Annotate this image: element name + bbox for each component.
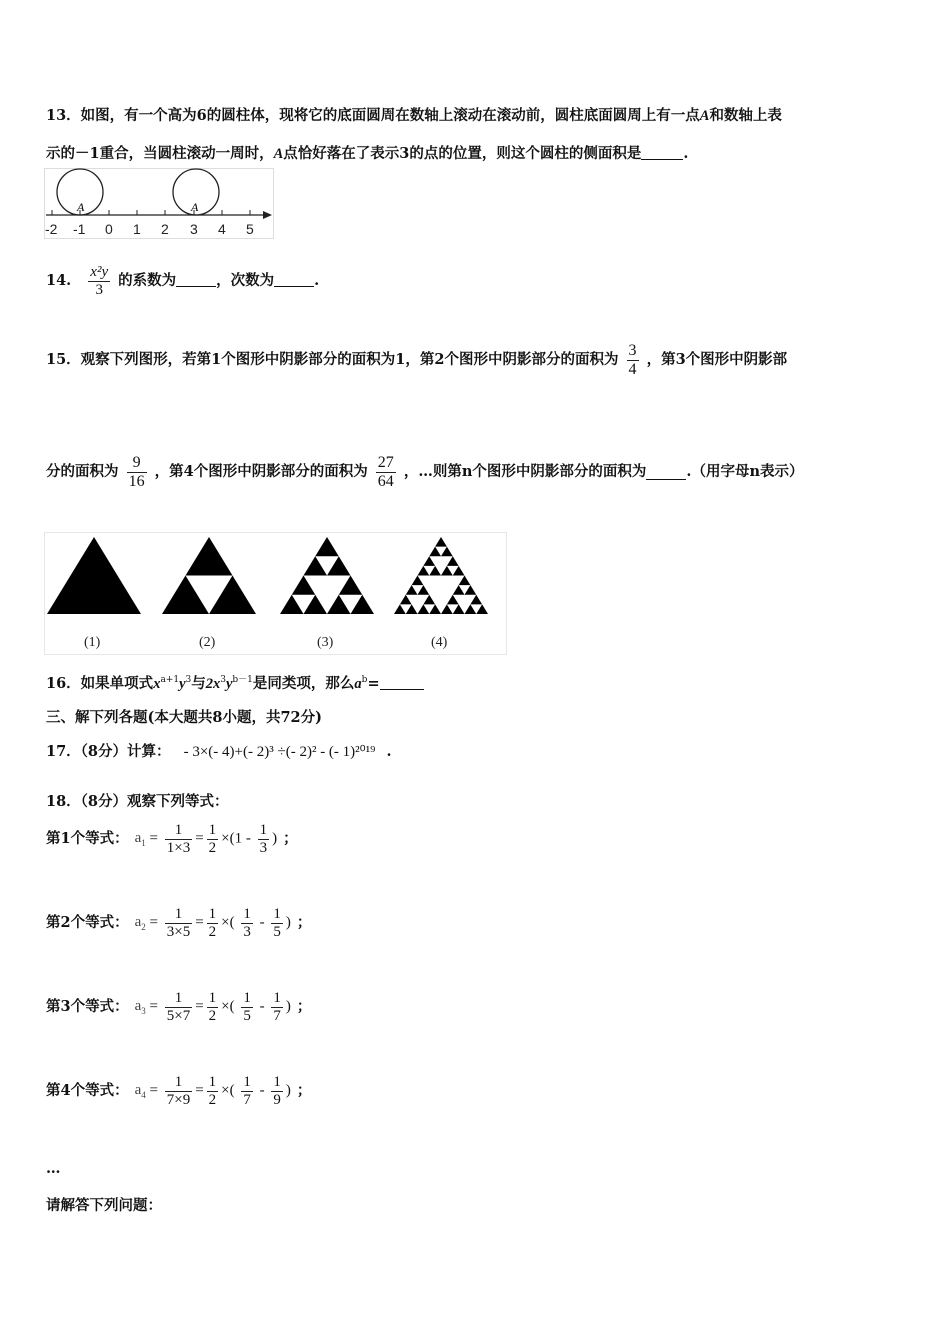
q13-point-a: A <box>699 108 710 124</box>
q16-eq: = <box>367 675 380 692</box>
axis-tick-label: 0 <box>105 221 113 237</box>
q16-text-end: 是同类项，那么 <box>252 675 355 692</box>
q15-frac-9-16 <box>127 454 147 490</box>
q17-label: 17．（8分）计算： <box>46 743 171 760</box>
q15-frac-27-64 <box>376 454 396 490</box>
figure-label: (1) <box>84 635 101 650</box>
q18-equation-4: 第4个等式： $a_4$ = $\frac{1}{7\times 9}$ = $\frac{1}{2}$ ×( $\frac{1}{7}$ - $\frac{1}{9}$ ) ； <box>46 1074 312 1108</box>
q15-answer-blank <box>646 465 686 480</box>
q15-frac-3-4 <box>627 342 639 378</box>
section-3-title: 三、解下列各题(本大题共8小题，共72分) <box>46 709 322 726</box>
q15-frac2-num: 9 <box>132 454 141 471</box>
q14-frac-num: x²y <box>90 264 109 280</box>
eq-frac-fourth: $\frac{1}{5}$ <box>273 906 281 940</box>
axis-tick-label: 2 <box>161 221 169 237</box>
q15-text-1: 15．观察下列图形，若第1个图形中阴影部分的面积为1，第2个图形中阴影部分的面积为 <box>46 350 619 368</box>
axis-tick-label: 1 <box>133 221 141 237</box>
eq-frac-fourth: $\frac{1}{9}$ <box>273 1074 281 1108</box>
q13-answer-blank <box>641 145 683 160</box>
q14-text-3: . <box>314 271 320 289</box>
q18-ellipsis: … <box>46 1160 61 1177</box>
q18-equation-1: 第1个等式： $a_1$ = $\frac{1}{1\times 3}$ = $\frac{1}{2}$ ×(1 - $\frac{1}{3}$ ) ； <box>46 822 298 856</box>
eq-frac-den-b: 9 <box>273 1091 281 1108</box>
q14-fraction <box>88 264 110 298</box>
eq-frac-main: $\frac{1}{5\times 7}$ <box>166 990 191 1024</box>
q17-expression: - 3×(- 4)+(- 2)³ ÷(- 2)² - (- 1)²⁰¹⁹ <box>183 744 376 760</box>
q14-text-2: ，次数为 <box>216 271 275 289</box>
axis-tick-label: 4 <box>218 221 226 237</box>
axis-tick-label: 5 <box>246 221 254 237</box>
eq-frac-den-b: 3 <box>259 839 268 856</box>
figure-label: (2) <box>199 635 216 650</box>
sierpinski-triangle <box>47 537 141 614</box>
eq-math: $a_1$ = $\frac{1}{1\times 3}$ = $\frac{1}{2}$ ×(1 - $\frac{1}{3}$ ) <box>134 822 278 856</box>
q16-mono1-exp: a+1 <box>160 675 180 686</box>
q16-mono1-x: x <box>153 676 161 692</box>
sierpinski-figures <box>44 532 508 656</box>
q13-text-2: 示的－1重合，当圆柱滚动一周时， <box>46 145 274 162</box>
q15-line2 <box>46 454 803 490</box>
q17-end: . <box>386 743 392 760</box>
eq-frac-third: $\frac{1}{5}$ <box>243 990 251 1024</box>
q16-mono1-yexp: 3 <box>185 675 192 686</box>
eq-label: 第3个等式： <box>46 997 129 1015</box>
eq-frac-main: $\frac{1}{1\times 3}$ <box>166 822 191 856</box>
sierpinski-figure-4 <box>394 537 488 614</box>
q15-text-2-mid: ，第4个图形中阴影部分的面积为 <box>154 462 368 480</box>
q16-mono2-exp: 3 <box>220 675 226 686</box>
q15-text-2: 分的面积为 <box>46 462 119 480</box>
eq-frac-third: $\frac{1}{7}$ <box>243 1074 251 1108</box>
eq-frac-den-a: 3 <box>243 923 251 940</box>
circle-label-a-2: A <box>191 200 199 214</box>
q16-mono2-x: 2x <box>205 676 221 692</box>
eq-frac-third: $\frac{1}{3}$ <box>259 822 268 856</box>
eq-frac-half: $\frac{1}{2}$ <box>208 1074 217 1108</box>
eq-frac-fourth: $\frac{1}{7}$ <box>273 990 281 1024</box>
q14-line <box>46 264 319 298</box>
q13-text-1: 13．如图，有一个高为6的圆柱体，现将它的底面圆周在数轴上滚动在滚动前，圆柱底面圆周上有一点 <box>46 107 700 124</box>
q13-text-1-end: 和数轴上表 <box>709 107 782 124</box>
q16-line <box>46 672 424 693</box>
q13-text-2-mid: 点恰好落在了表示3的点的位置，则这个圆柱的侧面积是 <box>283 145 642 162</box>
q13-number-line-figure <box>44 168 276 240</box>
eq-math: $a_2$ = $\frac{1}{3\times 5}$ = $\frac{1}{2}$ ×( $\frac{1}{3}$ - $\frac{1}{5}$ ) <box>134 906 291 940</box>
q18-equation-2: 第2个等式： $a_2$ = $\frac{1}{3\times 5}$ = $\frac{1}{2}$ ×( $\frac{1}{3}$ - $\frac{1}{5}$ ) ； <box>46 906 312 940</box>
figure-label: (3) <box>317 635 334 650</box>
q16-mono1-y: y <box>179 676 186 692</box>
eq-math: $a_3$ = $\frac{1}{5\times 7}$ = $\frac{1}{2}$ ×( $\frac{1}{5}$ - $\frac{1}{7}$ ) <box>134 990 291 1024</box>
q16-mono2-yexp: b－1 <box>232 675 253 686</box>
q16-a-exp: b <box>361 675 368 686</box>
q16-text-mid: 与 <box>191 675 206 692</box>
q16-text-1: 16．如果单项式 <box>46 675 154 692</box>
sierpinski-figure-2 <box>162 537 256 614</box>
eq-frac-main: $\frac{1}{7\times 9}$ <box>166 1074 191 1108</box>
eq-frac-main: $\frac{1}{3\times 5}$ <box>166 906 191 940</box>
eq-frac-den-b: 5 <box>273 923 281 940</box>
eq-frac-half: $\frac{1}{2}$ <box>208 822 217 856</box>
q16-a: a <box>354 676 362 692</box>
q16-answer-blank <box>380 675 424 690</box>
q14-text-1: 的系数为 <box>118 271 177 289</box>
circle-label-a-1: A <box>77 200 85 214</box>
q13-line1 <box>46 104 782 125</box>
q15-line1 <box>46 342 787 378</box>
eq-frac-den-a: 5 <box>243 1007 251 1024</box>
eq-frac-main-den: 1×3 <box>166 839 191 856</box>
q13-text-2-end: . <box>683 145 689 162</box>
q15-frac1-num: 3 <box>628 342 637 359</box>
eq-frac-half: $\frac{1}{2}$ <box>208 990 217 1024</box>
eq-frac-den-b: 7 <box>273 1007 281 1024</box>
axis-tick-label: -2 <box>45 221 58 237</box>
axis-tick-label: -1 <box>73 221 86 237</box>
axis-tick-label: 3 <box>190 221 198 237</box>
eq-math: $a_4$ = $\frac{1}{7\times 9}$ = $\frac{1}{2}$ ×( $\frac{1}{7}$ - $\frac{1}{9}$ ) <box>134 1074 291 1108</box>
sierpinski-figure-3 <box>280 537 374 614</box>
eq-frac-main-den: 3×5 <box>166 923 191 940</box>
q15-frac1-den: 4 <box>628 360 637 378</box>
eq-frac-main-den: 5×7 <box>166 1007 191 1024</box>
eq-frac-main-den: 7×9 <box>166 1091 191 1108</box>
sierpinski-figure-1 <box>47 537 141 614</box>
axis-arrow-icon <box>263 211 272 219</box>
q16-mono2-y: y <box>225 676 233 692</box>
q14-blank-2 <box>274 272 314 287</box>
q13-point-a-2: A <box>273 146 284 162</box>
q17-line <box>46 740 392 761</box>
q18-prompt: 请解答下列问题： <box>46 1197 162 1214</box>
q14-number: 14. <box>46 271 72 289</box>
q14-frac-den: 3 <box>88 281 110 299</box>
q15-frac2-den: 16 <box>128 472 145 490</box>
q15-text-2-tail: .（用字母n表示） <box>686 462 804 480</box>
q18-equation-3: 第3个等式： $a_3$ = $\frac{1}{5\times 7}$ = $\frac{1}{2}$ ×( $\frac{1}{5}$ - $\frac{1}{7}$ ) ； <box>46 990 312 1024</box>
q15-text-1-end: ，第3个图形中阴影部 <box>646 350 788 368</box>
eq-label: 第1个等式： <box>46 829 129 847</box>
figure-label: (4) <box>431 635 448 650</box>
q15-frac3-den: 64 <box>377 472 394 490</box>
eq-frac-den-a: 7 <box>243 1091 251 1108</box>
eq-label: 第2个等式： <box>46 913 129 931</box>
q15-text-2-end: ，…则第n个图形中阴影部分的面积为 <box>403 462 647 480</box>
q15-frac3-num: 27 <box>377 454 394 471</box>
q13-line2 <box>46 142 688 163</box>
eq-frac-third: $\frac{1}{3}$ <box>243 906 251 940</box>
eq-label: 第4个等式： <box>46 1081 129 1099</box>
q18-label: 18．（8分）观察下列等式： <box>46 793 229 810</box>
q14-blank-1 <box>176 272 216 287</box>
eq-frac-half: $\frac{1}{2}$ <box>208 906 217 940</box>
